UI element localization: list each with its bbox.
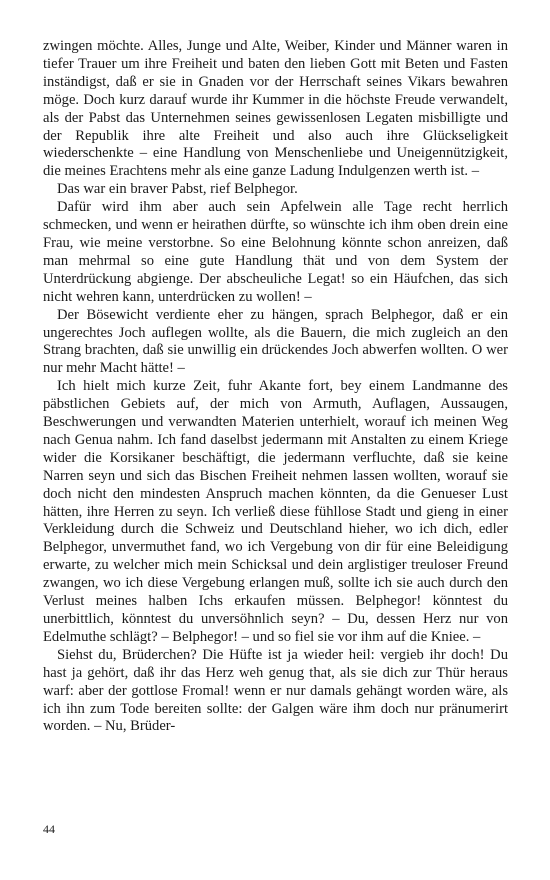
page-body (43, 38, 508, 736)
paragraph-1: zwingen möchte. Alles, Junge und Alte, Weiber, Kinder und Männer waren in tiefer Trauer um ihre Freiheit und baten den lieben Gott mit Beten und Fasten inständigst, daß er sie in Gnaden vor der Herrschaft seines Vikars bewahren möge. Doch kurz darauf wurde ihr Kummer in die höchste Freude verwandelt, als der Pabst das Unternehmen seines gewissenlosen Legaten misbilligte und der Republik ihre alte Freiheit und also auch ihre Glückseligkeit wiederschenkte – eine Handlung von Menschenliebe und Uneigennützigkeit, die meines Erachtens mehr als eine ganze Ladung Indulgenzen werth ist. – (43, 38, 508, 180)
paragraph-4: Der Bösewicht verdiente eher zu hängen, sprach Belphegor, daß er ein ungerechtes Joch auflegen wollte, als die Bauern, die mich zugleich an den Strang brachten, daß sie unwillig ein drückendes Joch abwerfen wollten. O wer nur mehr Macht hätte! – (43, 306, 508, 377)
paragraph-2: Das war ein braver Pabst, rief Belphegor. (57, 181, 298, 198)
paragraph-6: Siehst du, Brüderchen? Die Hüfte ist ja wieder heil: vergieb ihr doch! Du hast ja gehört, daß ihr das Herz weh genug that, als sie dich zur Thür heraus warf: aber der gottlose Fromal! wenn er nur damals gehängt worden wäre, als ich ihn zum Tode bereiten sollte: der Galgen wäre ihm doch nur pränumerirt worden. – Nu, Brüder- (43, 646, 508, 735)
paragraph-3: Dafür wird ihm aber auch sein Apfelwein alle Tage recht herrlich schmecken, und wenn er heirathen dürfte, so wünschte ich ihm oben drein eine Frau, wie meine verstorbne. So eine Belohnung könnte schon anreizen, daß man mehrmal so eine gute Handlung thät und von dem System der Unterdrückung abgienge. Der abscheuliche Legat! so ein Häufchen, das sich nicht wehren kann, unterdrücken zu wollen! – (43, 199, 508, 305)
paragraph-5: Ich hielt mich kurze Zeit, fuhr Akante fort, bey einem Landmanne des päbstlichen Gebiets auf, der mich von Armuth, Auflagen, Aussaugen, Beschwerungen und verwandten Materien unterhielt, worauf ich meinen Weg nach Genua nahm. Ich fand daselbst jedermann mit Anstalten zu einem Kriege wider die Korsikaner beschäftigt, die jedermann verfluchte, daß sie keine Narren seyn und sich das Bischen Freiheit nehmen lassen wollten, worauf sie doch nicht den mindesten Anspruch machen könnten, da die Genueser Lust hätten, ihre Herren zu seyn. Ich verließ diese fühllose Stadt und gieng in einer Verkleidung durch die Schweiz und Deutschland hieher, wo ich dich, edler Belphegor, unvermuthet fand, wo ich Vergebung von dir für eine Beleidigung erwarte, zu welcher mich mein Schicksal und dein arglistiger treuloser Freund zwangen, wo ich diese Vergebung erlangen muß, sollte ich sie auch durch den Verlust meines halben Ichs erkaufen müssen. Belphegor! könntest du unerbittlich, könntest du unversöhnlich seyn? – Du, dessen Herz nur von Edelmuthe schlägt? – Belphegor! – und so fiel sie vor ihm auf die Kniee. – (43, 378, 508, 645)
page-number: 44 (43, 822, 55, 836)
